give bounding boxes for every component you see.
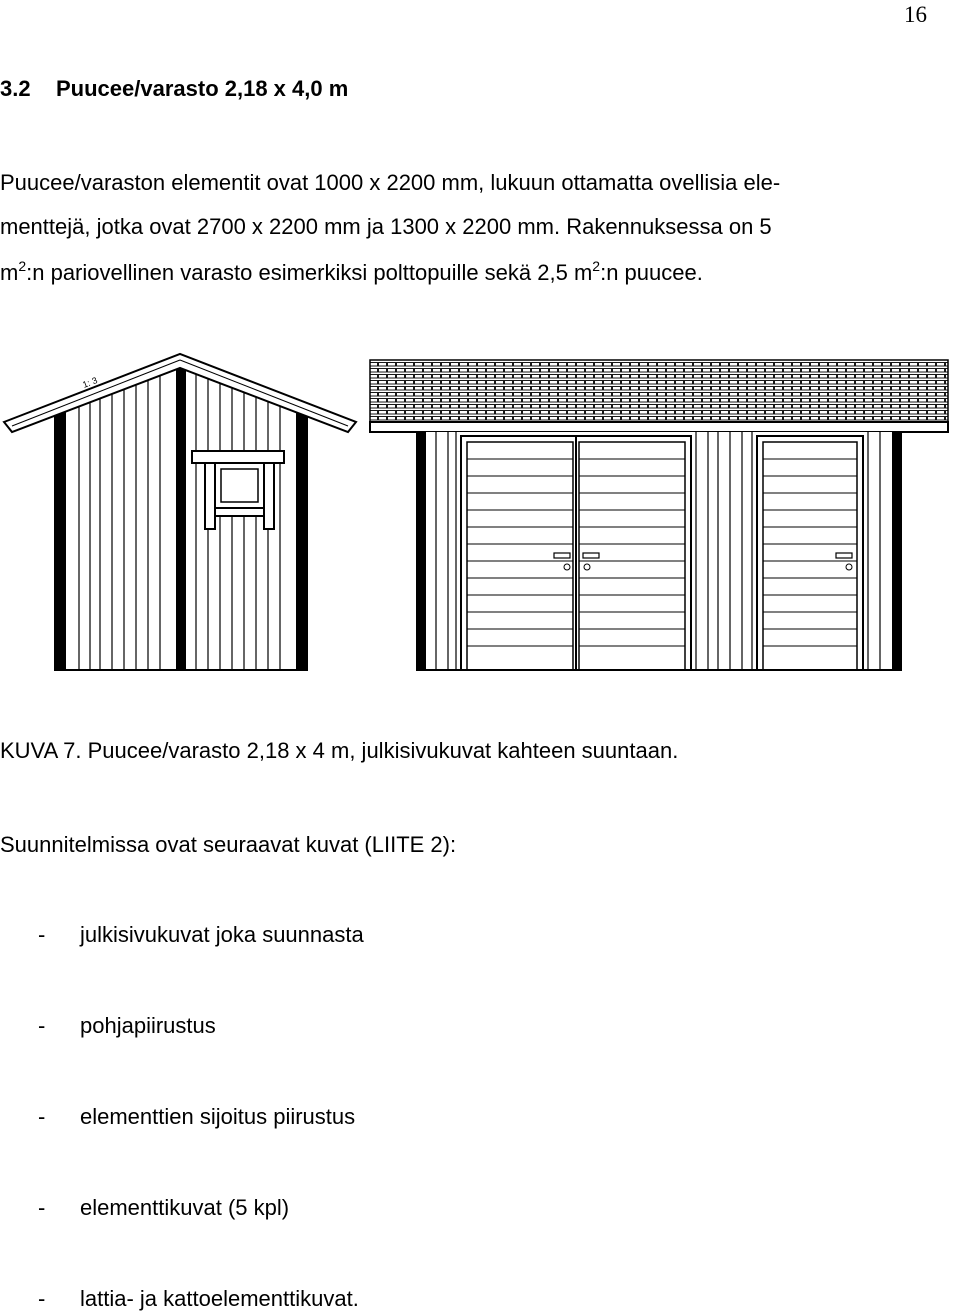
list-item-text: pohjapiirustus: [80, 1013, 216, 1038]
list-dash: -: [38, 1195, 46, 1220]
list-item-text: elementtikuvat (5 kpl): [80, 1195, 290, 1220]
list-dash: -: [38, 1286, 46, 1311]
list-item-text: lattia- ja kattoelementtikuvat.: [80, 1286, 359, 1311]
paragraph-line-1: Puucee/varaston elementit ovat 1000 x 2200 mm, lukuun ottamatta ovellisia ele-: [0, 170, 781, 195]
list-dash: -: [38, 1104, 46, 1129]
list-dash: -: [38, 1013, 46, 1038]
section-title: Puucee/varasto 2,18 x 4,0 m: [56, 76, 349, 101]
slope-label: 1: 3: [81, 375, 99, 390]
single-door: [757, 436, 863, 670]
superscript: 2: [592, 258, 601, 274]
intro-text: Suunnitelmissa ovat seuraavat kuvat (LIITE 2):: [0, 832, 457, 857]
page-number: 16: [904, 2, 927, 27]
facade-drawings: [0, 350, 960, 680]
list-item-text: elementtien sijoitus piirustus: [80, 1104, 356, 1129]
figure-caption: KUVA 7. Puucee/varasto 2,18 x 4 m, julkisivukuvat kahteen suuntaan.: [0, 738, 679, 763]
gable-elevation: [4, 350, 356, 670]
paragraph-line-3: [0, 260, 703, 286]
list-item-text: julkisivukuvat joka suunnasta: [80, 922, 364, 947]
list-dash: -: [38, 922, 46, 947]
superscript: 2: [18, 258, 27, 274]
roof-shingles: [370, 360, 948, 422]
roof-fascia: [370, 422, 948, 432]
text-segment: :n pariovellinen varasto esimerkiksi polttopuille sekä 2,5 m: [26, 260, 593, 285]
double-door: [461, 436, 691, 670]
door-elevation: [370, 360, 948, 670]
section-number: 3.2: [0, 76, 31, 101]
text-segment: m: [0, 260, 19, 285]
window: [192, 451, 284, 529]
text-segment: :n puucee.: [600, 260, 703, 285]
paragraph-line-2: menttejä, jotka ovat 2700 x 2200 mm ja 1300 x 2200 mm. Rakennuksessa on 5: [0, 214, 772, 239]
section-heading: [0, 76, 348, 102]
